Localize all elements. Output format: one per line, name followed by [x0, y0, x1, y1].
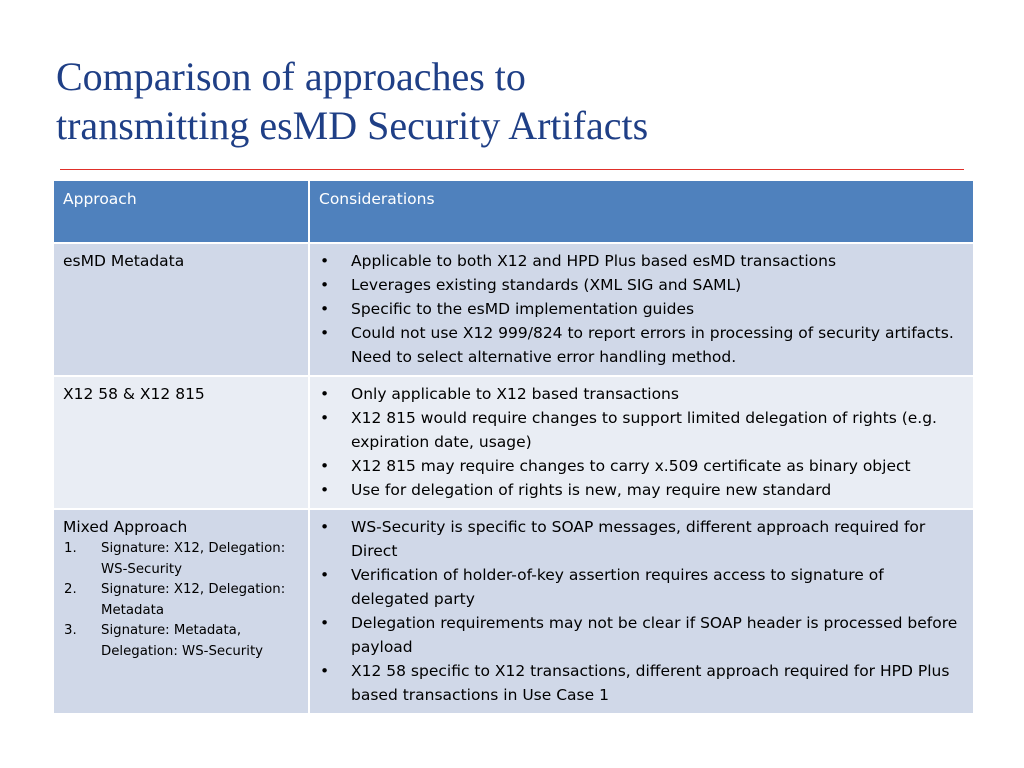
- list-item: • Leverages existing standards (XML SIG and SAML): [319, 273, 965, 297]
- column-header-considerations: Considerations: [309, 180, 974, 243]
- item-number: 3.: [64, 623, 77, 638]
- list-item: • X12 815 would require changes to support limited delegation of rights (e.g. expiration date, usage): [319, 406, 965, 454]
- approach-cell: [53, 509, 309, 714]
- list-item: • X12 815 may require changes to carry x.509 certificate as binary object: [319, 454, 965, 478]
- table-row: [53, 243, 974, 376]
- list-item: • Verification of holder-of-key assertion requires access to signature of delegated party: [319, 563, 965, 611]
- approach-cell: esMD Metadata: [53, 243, 309, 376]
- approach-options-list: [63, 539, 300, 662]
- considerations-list: [319, 249, 965, 369]
- table-row: [53, 376, 974, 509]
- considerations-list: [319, 382, 965, 502]
- column-header-approach: Approach: [53, 180, 309, 243]
- considerations-cell: [309, 243, 974, 376]
- approach-cell: X12 58 & X12 815: [53, 376, 309, 509]
- slide-title: [56, 52, 976, 150]
- slide-title-line: transmitting esMD Security Artifacts: [56, 103, 649, 148]
- numbered-item: [63, 539, 300, 580]
- item-text: Signature: X12, Delegation: WS-Security: [101, 541, 286, 577]
- list-item: • Could not use X12 999/824 to report errors in processing of security artifacts. Need to select alternative error handling method.: [319, 321, 965, 369]
- item-number: 1.: [64, 541, 77, 556]
- list-item: • Only applicable to X12 based transactions: [319, 382, 965, 406]
- list-item: • X12 58 specific to X12 transactions, different approach required for HPD Plus based transactions in Use Case 1: [319, 659, 965, 707]
- list-item: • Use for delegation of rights is new, may require new standard: [319, 478, 965, 502]
- list-item: • Specific to the esMD implementation guides: [319, 297, 965, 321]
- item-number: 2.: [64, 582, 77, 597]
- list-item: • Applicable to both X12 and HPD Plus based esMD transactions: [319, 249, 965, 273]
- considerations-cell: [309, 509, 974, 714]
- comparison-table: [52, 179, 975, 715]
- considerations-cell: [309, 376, 974, 509]
- considerations-list: [319, 515, 965, 707]
- title-divider: [60, 169, 964, 170]
- numbered-item: [63, 621, 300, 662]
- list-item: • WS-Security is specific to SOAP messages, different approach required for Direct: [319, 515, 965, 563]
- table-header-row: [53, 180, 974, 243]
- slide-title-line: Comparison of approaches to: [56, 54, 526, 99]
- list-item: • Delegation requirements may not be clear if SOAP header is processed before payload: [319, 611, 965, 659]
- table-row: [53, 509, 974, 714]
- item-text: Signature: Metadata, Delegation: WS-Security: [101, 623, 264, 659]
- item-text: Signature: X12, Delegation: Metadata: [101, 582, 286, 618]
- numbered-item: [63, 580, 300, 621]
- approach-label: Mixed Approach: [63, 518, 188, 536]
